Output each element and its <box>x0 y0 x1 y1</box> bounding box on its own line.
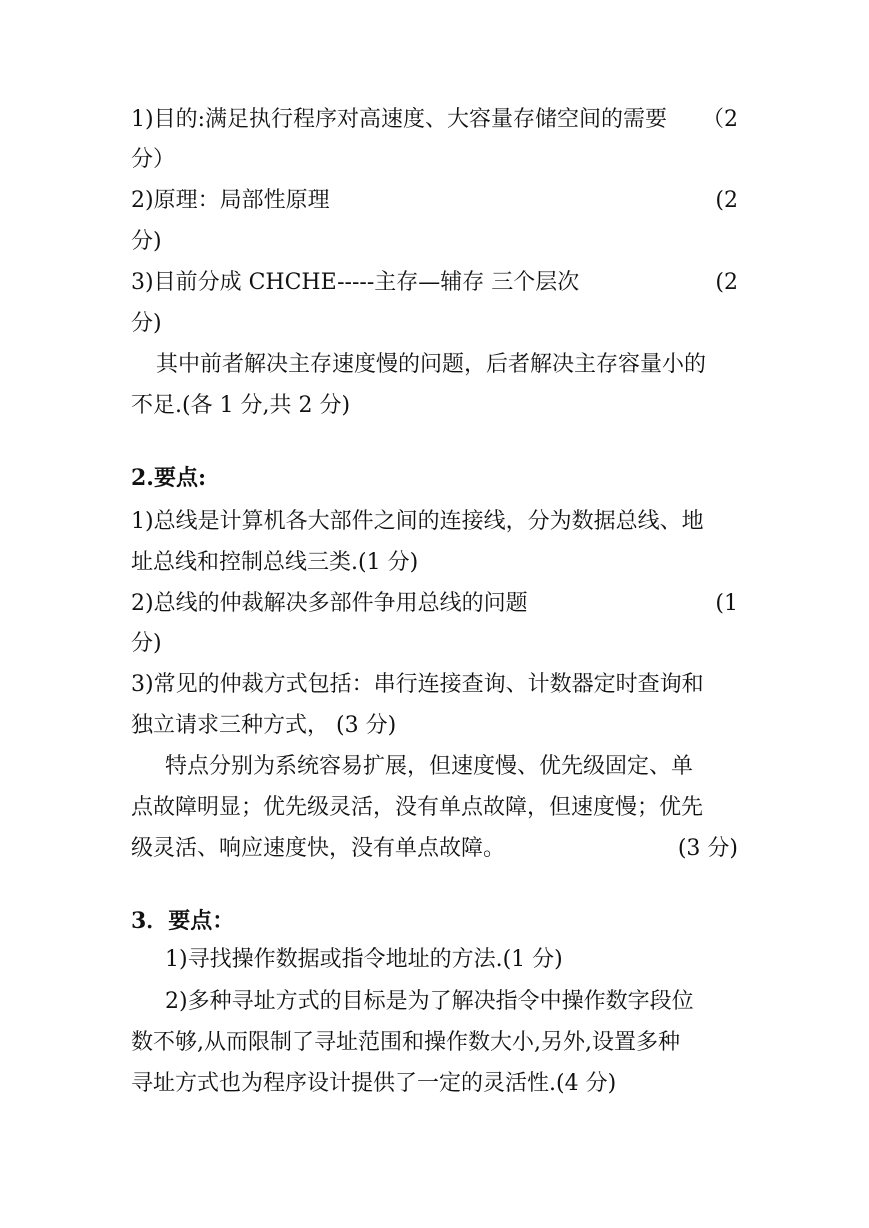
s3-line-3: 数不够,从而限制了寻址范围和操作数大小,另外,设置多种 <box>131 1030 680 1055</box>
s3-line-2: 2)多种寻址方式的目标是为了解决指令中操作数字段位 <box>165 989 694 1014</box>
s1-line-3-text: 2)原理：局部性原理 <box>131 188 330 213</box>
s2-line-2: 址总线和控制总线三类.(1 分) <box>131 550 419 575</box>
s1-line-1 <box>131 102 738 138</box>
s2-line-3 <box>131 586 738 622</box>
s1-line-5-text: 3)目前分成 CHCHE-----主存—辅存 三个层次 <box>131 270 580 295</box>
s1-line-5 <box>131 265 738 301</box>
s1-line-1-text: 1)目的:满足执行程序对高速度、大容量存储空间的需要 <box>131 107 667 132</box>
s2-line-8: 点故障明显；优先级灵活，没有单点故障，但速度慢；优先 <box>131 795 704 820</box>
s1-line-2: 分） <box>131 147 176 172</box>
s1-line-1-score: （2 <box>702 107 738 132</box>
s1-line-3-score: (2 <box>715 188 738 213</box>
s1-line-7: 其中前者解决主存速度慢的问题，后者解决主存容量小的 <box>156 352 707 377</box>
s2-line-7: 特点分别为系统容易扩展，但速度慢、优先级固定、单 <box>165 754 694 779</box>
s2-line-9-score: (3 分) <box>677 836 738 861</box>
s2-line-9 <box>131 831 738 867</box>
s2-line-9-text: 级灵活、响应速度快，没有单点故障。 <box>131 836 506 861</box>
s2-line-5: 3)常见的仲裁方式包括：串行连接查询、计数器定时查询和 <box>131 672 704 697</box>
s1-line-3 <box>131 183 738 219</box>
s2-line-3-score: (1 <box>715 591 738 616</box>
s1-line-5-score: (2 <box>715 270 738 295</box>
s3-heading: 3．要点： <box>131 908 235 934</box>
s1-line-4: 分) <box>131 229 162 254</box>
s2-line-6: 独立请求三种方式， (3 分) <box>131 713 397 738</box>
s3-line-4: 寻址方式也为程序设计提供了一定的灵活性.(4 分) <box>131 1071 617 1096</box>
s1-line-8: 不足.(各 1 分,共 2 分) <box>131 393 351 418</box>
s2-heading: 2.要点: <box>131 465 207 491</box>
s2-line-3-text: 2)总线的仲裁解决多部件争用总线的问题 <box>131 591 528 616</box>
s2-line-1: 1)总线是计算机各大部件之间的连接线，分为数据总线、地 <box>131 509 704 534</box>
s1-line-6: 分) <box>131 311 162 336</box>
s2-line-4: 分) <box>131 631 162 656</box>
s3-line-1: 1)寻找操作数据或指令地址的方法.(1 分) <box>165 947 563 972</box>
